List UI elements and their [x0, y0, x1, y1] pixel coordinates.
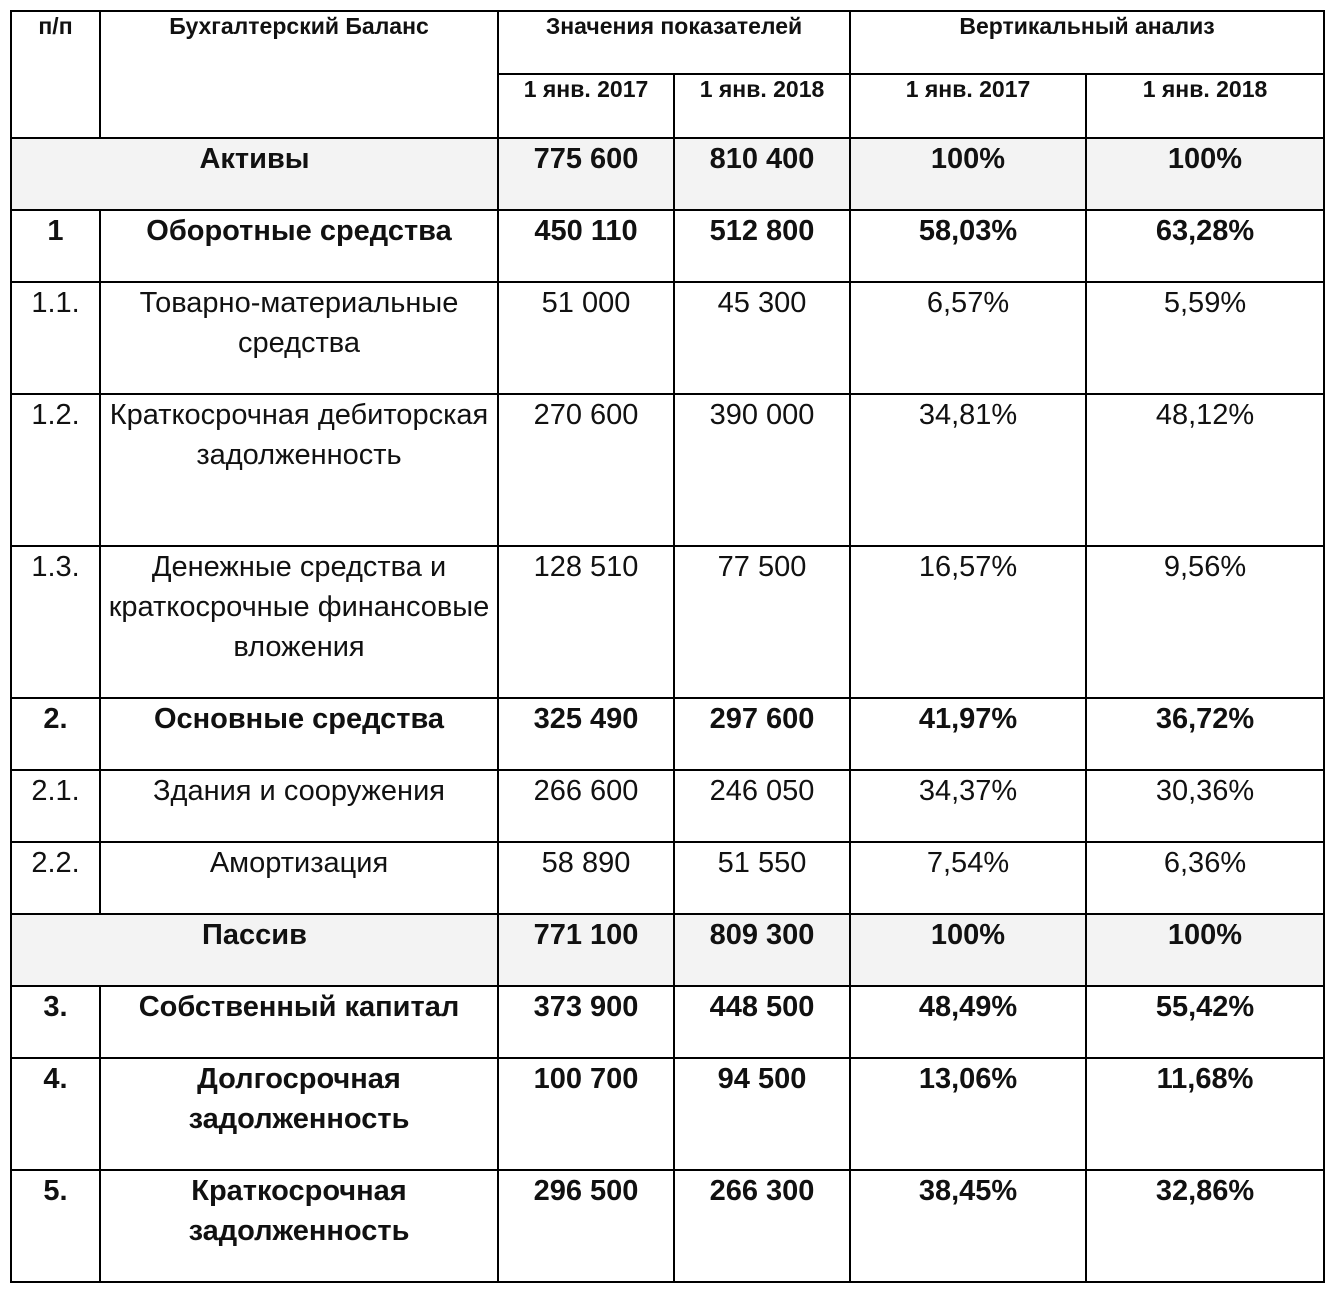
header-balance-sheet: Бухгалтерский Баланс — [100, 11, 498, 138]
table-row — [11, 698, 1324, 770]
table-row — [11, 210, 1324, 282]
subheader-values-2018: 1 янв. 2018 — [674, 74, 850, 138]
share-2017: 41,97% — [850, 698, 1086, 770]
share-2018: 63,28% — [1086, 210, 1324, 282]
value-2017: 100 700 — [498, 1058, 674, 1170]
header-indicator-values: Значения показателей — [498, 11, 850, 74]
share-2018: 32,86% — [1086, 1170, 1324, 1282]
value-2018: 448 500 — [674, 986, 850, 1058]
share-2017: 16,57% — [850, 546, 1086, 698]
value-2018: 77 500 — [674, 546, 850, 698]
value-2017: 296 500 — [498, 1170, 674, 1282]
share-2017: 13,06% — [850, 1058, 1086, 1170]
share-2017: 38,45% — [850, 1170, 1086, 1282]
share-2018: 9,56% — [1086, 546, 1324, 698]
row-number: 1.1. — [11, 282, 100, 394]
share-2017: 34,81% — [850, 394, 1086, 546]
header-number: п/п — [11, 11, 100, 138]
row-number: 5. — [11, 1170, 100, 1282]
share-2017: 48,49% — [850, 986, 1086, 1058]
row-number: 2.2. — [11, 842, 100, 914]
share-2018: 100% — [1086, 138, 1324, 210]
table-row — [11, 1170, 1324, 1282]
value-2018: 246 050 — [674, 770, 850, 842]
value-2018: 512 800 — [674, 210, 850, 282]
value-2018: 390 000 — [674, 394, 850, 546]
row-label: Краткосрочная задолженность — [100, 1170, 498, 1282]
value-2018: 45 300 — [674, 282, 850, 394]
row-number: 3. — [11, 986, 100, 1058]
value-2017: 325 490 — [498, 698, 674, 770]
value-2018: 809 300 — [674, 914, 850, 986]
value-2018: 94 500 — [674, 1058, 850, 1170]
value-2017: 128 510 — [498, 546, 674, 698]
row-label: Краткосрочная дебиторская задолженность — [100, 394, 498, 546]
row-number: 1.3. — [11, 546, 100, 698]
row-label: Денежные средства и краткосрочные финансовые вложения — [100, 546, 498, 698]
row-label: Амортизация — [100, 842, 498, 914]
share-2017: 100% — [850, 138, 1086, 210]
row-number: 2. — [11, 698, 100, 770]
share-2018: 36,72% — [1086, 698, 1324, 770]
row-number: 1 — [11, 210, 100, 282]
table-row — [11, 842, 1324, 914]
value-2017: 270 600 — [498, 394, 674, 546]
table-row — [11, 986, 1324, 1058]
value-2017: 266 600 — [498, 770, 674, 842]
row-number: 4. — [11, 1058, 100, 1170]
header-vertical-analysis: Вертикальный анализ — [850, 11, 1324, 74]
share-2018: 5,59% — [1086, 282, 1324, 394]
subheader-values-2017: 1 янв. 2017 — [498, 74, 674, 138]
row-label: Долгосрочная задолженность — [100, 1058, 498, 1170]
value-2017: 450 110 — [498, 210, 674, 282]
balance-sheet-table — [10, 10, 1325, 1283]
share-2018: 48,12% — [1086, 394, 1324, 546]
row-label: Товарно-материальные средства — [100, 282, 498, 394]
value-2018: 266 300 — [674, 1170, 850, 1282]
header-row — [11, 11, 1324, 74]
table-row-liabilities — [11, 914, 1324, 986]
share-2017: 34,37% — [850, 770, 1086, 842]
table-row — [11, 282, 1324, 394]
share-2018: 11,68% — [1086, 1058, 1324, 1170]
value-2018: 51 550 — [674, 842, 850, 914]
table-row — [11, 1058, 1324, 1170]
table-row-assets — [11, 138, 1324, 210]
share-2017: 7,54% — [850, 842, 1086, 914]
value-2017: 775 600 — [498, 138, 674, 210]
value-2017: 51 000 — [498, 282, 674, 394]
subheader-vertical-2018: 1 янв. 2018 — [1086, 74, 1324, 138]
row-number: 2.1. — [11, 770, 100, 842]
row-label: Собственный капитал — [100, 986, 498, 1058]
row-label: Основные средства — [100, 698, 498, 770]
table-row — [11, 546, 1324, 698]
share-2017: 100% — [850, 914, 1086, 986]
row-label: Оборотные средства — [100, 210, 498, 282]
row-number: 1.2. — [11, 394, 100, 546]
share-2017: 58,03% — [850, 210, 1086, 282]
share-2018: 100% — [1086, 914, 1324, 986]
subheader-vertical-2017: 1 янв. 2017 — [850, 74, 1086, 138]
value-2017: 373 900 — [498, 986, 674, 1058]
share-2017: 6,57% — [850, 282, 1086, 394]
share-2018: 30,36% — [1086, 770, 1324, 842]
value-2017: 58 890 — [498, 842, 674, 914]
value-2017: 771 100 — [498, 914, 674, 986]
value-2018: 297 600 — [674, 698, 850, 770]
row-label: Здания и сооружения — [100, 770, 498, 842]
share-2018: 55,42% — [1086, 986, 1324, 1058]
row-label: Пассив — [11, 914, 498, 986]
share-2018: 6,36% — [1086, 842, 1324, 914]
row-label: Активы — [11, 138, 498, 210]
table-row — [11, 770, 1324, 842]
value-2018: 810 400 — [674, 138, 850, 210]
table-row — [11, 394, 1324, 546]
